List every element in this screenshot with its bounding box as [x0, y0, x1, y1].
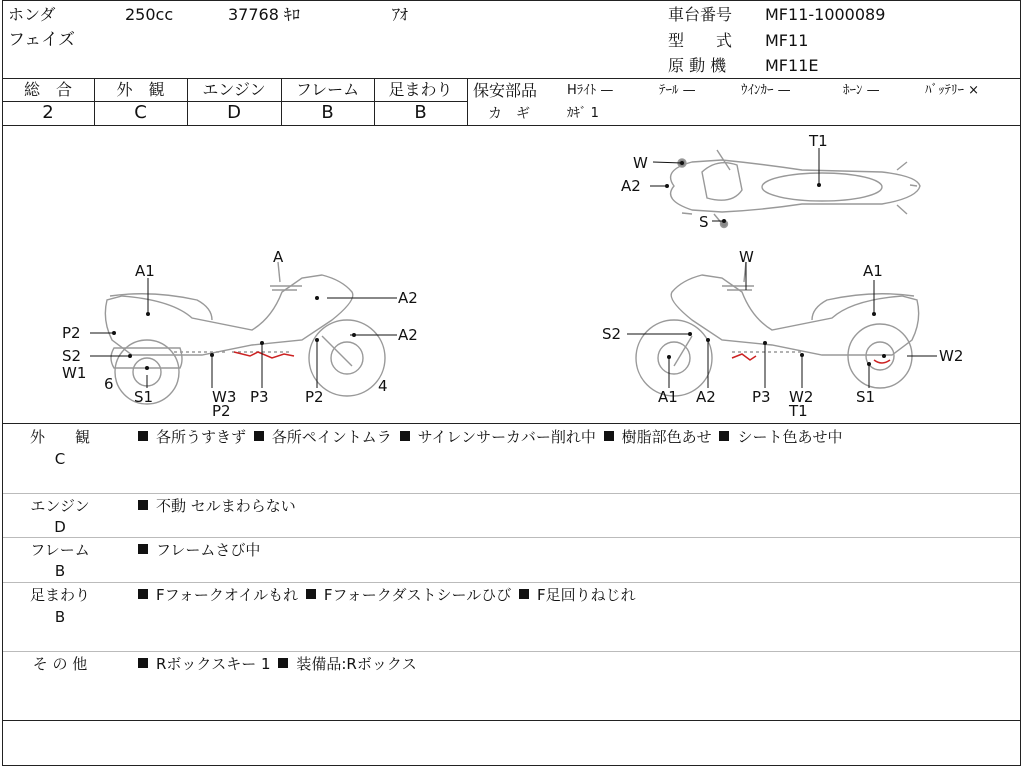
key-value: ｶｷﾞ 1	[567, 106, 599, 121]
label-left-p2: P2	[62, 324, 81, 342]
section-label-engine: エンジン	[30, 497, 90, 515]
grade-value-overall: 2	[42, 102, 54, 123]
bullet-square	[604, 431, 614, 441]
maker: ホンダ	[8, 5, 56, 24]
motorcycle-diagram	[2, 126, 1021, 422]
chassis-value: MF11-1000089	[765, 5, 886, 24]
part-horn: ﾎｰﾝ —	[843, 83, 880, 98]
displacement: 250cc	[125, 5, 174, 24]
section-label-other: そ の 他	[32, 655, 88, 673]
note-item: Rボックスキー 1	[156, 655, 271, 673]
label-right-s1: S1	[856, 388, 876, 406]
part-winker: ｳｲﾝｶｰ —	[741, 83, 791, 98]
engine-label: 原 動 機	[668, 56, 727, 75]
type-label: 型 式	[668, 31, 733, 50]
label-right-w: W	[739, 248, 754, 266]
label-left-a2-bottom: A2	[398, 326, 418, 344]
damage-mark	[234, 352, 294, 358]
grade-label-suspension: 足まわり	[388, 80, 453, 99]
engine-value: MF11E	[765, 56, 819, 75]
label-top-a2: A2	[621, 177, 641, 195]
label-left-4: 4	[378, 377, 388, 395]
section-items-suspension	[135, 585, 636, 605]
mileage: 37768 ｷﾛ	[228, 5, 300, 24]
label-right-a2: A2	[696, 388, 716, 406]
damage-mark	[874, 360, 890, 363]
label-left-s1: S1	[134, 388, 154, 406]
section-items-engine	[135, 496, 296, 516]
bullet-square	[719, 431, 729, 441]
label-right-s2: S2	[602, 325, 622, 343]
label-left-w1: W1	[62, 364, 87, 382]
note-item: Fフォークダストシールひび	[323, 586, 512, 604]
section-grade-frame: B	[54, 562, 66, 580]
section-items-frame	[135, 540, 260, 560]
section-grade-suspension: B	[54, 608, 66, 626]
divider	[2, 423, 1021, 424]
divider	[3, 537, 1020, 538]
note-item: 装備品:Rボックス	[296, 655, 417, 673]
note-item: 樹脂部色あせ	[621, 428, 712, 446]
parts-items	[567, 82, 979, 100]
note-item: シート色あせ中	[737, 428, 843, 446]
label-right-a1-top: A1	[863, 262, 883, 280]
grade-value-exterior: C	[134, 102, 147, 123]
grade-label-frame: フレーム	[295, 80, 360, 99]
label-left-s2: S2	[62, 347, 82, 365]
label-right-w2: W2	[939, 347, 964, 365]
part-battery: ﾊﾞｯﾃﾘｰ ×	[925, 83, 980, 98]
divider	[2, 78, 1021, 79]
bullet-square	[138, 589, 148, 599]
label-right-t1: T1	[789, 402, 808, 420]
bullet-square	[138, 544, 148, 554]
part-headlight: Hﾗｲﾄ —	[567, 83, 614, 98]
section-label-exterior: 外 観	[29, 428, 90, 446]
bullet-square	[306, 589, 316, 599]
bullet-square	[138, 431, 148, 441]
type-value: MF11	[765, 31, 809, 50]
note-item: サイレンサーカバー削れ中	[417, 428, 596, 446]
label-left-w3: W3	[212, 388, 237, 406]
bullet-square	[138, 500, 148, 510]
note-item: フレームさび中	[156, 541, 261, 559]
bullet-square	[138, 658, 148, 668]
label-right-p3: P3	[752, 388, 771, 406]
grade-label-overall: 総 合	[23, 80, 72, 99]
label-right-a1: A1	[658, 388, 678, 406]
model-name: フェイズ	[8, 30, 75, 50]
color: ｱｵ	[392, 5, 409, 24]
divider	[3, 582, 1020, 583]
bullet-square	[400, 431, 410, 441]
label-top-w: W	[633, 154, 648, 172]
note-item: 各所ペイントムラ	[271, 428, 392, 446]
label-left-p2-low: P2	[212, 402, 231, 420]
label-left-6: 6	[104, 375, 114, 393]
label-left-a: A	[273, 248, 284, 266]
note-item: 各所うすきず	[156, 428, 247, 446]
label-top-s: S	[699, 213, 709, 231]
section-label-suspension: 足まわり	[29, 586, 90, 604]
divider	[3, 493, 1020, 494]
grade-label-engine: エンジン	[202, 80, 266, 99]
parts-title: 保安部品	[473, 81, 538, 100]
divider	[3, 651, 1020, 652]
label-top-t1: T1	[809, 132, 828, 150]
section-grade-exterior: C	[54, 450, 66, 468]
label-right-w2-low: W2	[789, 388, 814, 406]
section-items-exterior	[135, 427, 842, 447]
grade-value-suspension: B	[414, 102, 427, 123]
bullet-square	[254, 431, 264, 441]
grade-value-frame: B	[321, 102, 334, 123]
section-label-frame: フレーム	[30, 541, 90, 559]
section-grade-engine: D	[54, 518, 66, 536]
bullet-square	[278, 658, 288, 668]
grade-value-engine: D	[227, 102, 241, 123]
damage-mark	[732, 354, 756, 360]
divider	[2, 720, 1021, 721]
note-item: 不動 セルまわらない	[156, 497, 296, 515]
section-items-other	[135, 654, 417, 674]
label-left-a2-top: A2	[398, 289, 418, 307]
grade-label-exterior: 外 観	[116, 80, 165, 99]
bullet-square	[519, 589, 529, 599]
part-tail: ﾃｰﾙ —	[659, 83, 696, 98]
note-item: F足回りねじれ	[536, 586, 636, 604]
right-side-scooter	[636, 262, 919, 396]
label-left-p2-front: P2	[305, 388, 324, 406]
chassis-label: 車台番号	[668, 5, 733, 24]
label-left-a1: A1	[135, 262, 155, 280]
label-left-p3: P3	[250, 388, 269, 406]
divider	[467, 78, 468, 125]
key-label: カ ギ	[488, 106, 530, 122]
note-item: Fフォークオイルもれ	[156, 586, 299, 604]
